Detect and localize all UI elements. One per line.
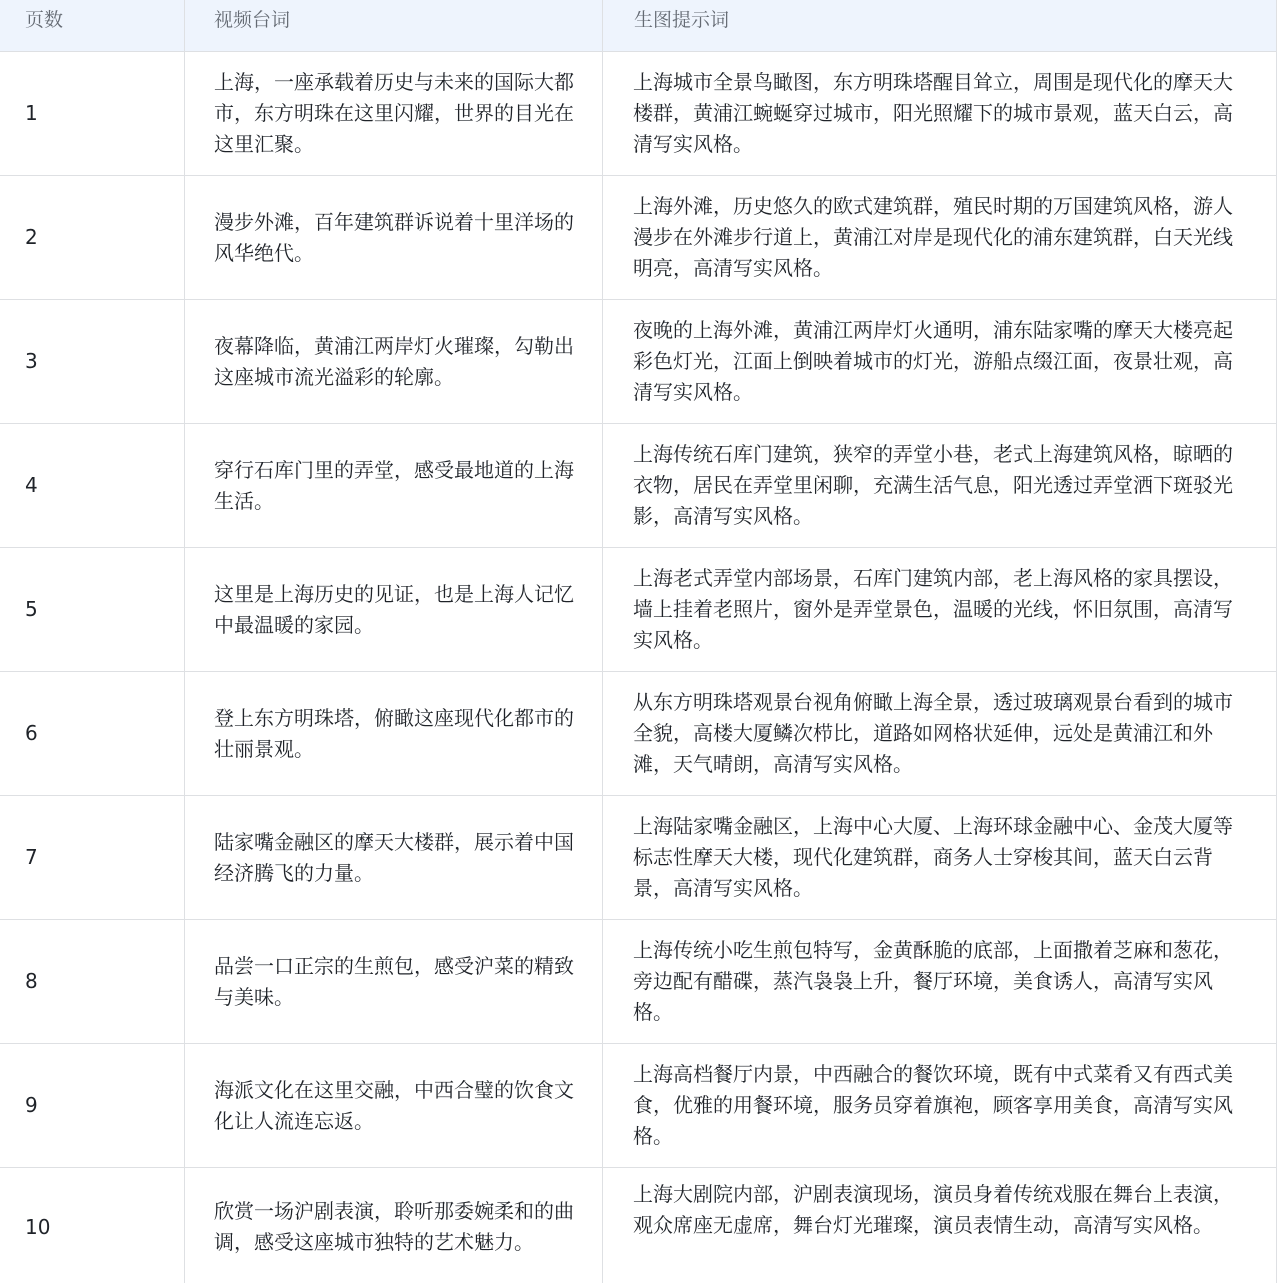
header-page[interactable]: 页数	[25, 9, 64, 31]
page-number-cell[interactable]	[25, 176, 175, 299]
prompt-cell[interactable]	[633, 300, 1235, 423]
dialog-text: 漫步外滩，百年建筑群诉说着十里洋场的风华绝代。	[214, 209, 574, 265]
dialog-text: 登上东方明珠塔，俯瞰这座现代化都市的壮丽景观。	[214, 705, 574, 761]
column-divider	[602, 424, 603, 547]
prompt-cell[interactable]	[633, 920, 1235, 1043]
prompt-cell[interactable]	[633, 52, 1235, 175]
prompt-text: 从东方明珠塔观景台视角俯瞰上海全景，透过玻璃观景台看到的城市全貌，高楼大厦鳞次栉比，道路如网格状延伸，远处是黄浦江和外滩，天气晴朗，高清写实风格。	[633, 690, 1233, 776]
dialog-cell[interactable]	[214, 548, 574, 671]
prompt-text: 上海老式弄堂内部场景，石库门建筑内部，老上海风格的家具摆设，墙上挂着老照片，窗外是弄堂景色，温暖的光线，怀旧氛围，高清写实风格。	[633, 566, 1233, 652]
column-divider	[184, 52, 185, 175]
table-row[interactable]	[0, 1044, 1276, 1168]
column-divider	[602, 176, 603, 299]
dialog-text: 欣赏一场沪剧表演，聆听那委婉柔和的曲调，感受这座城市独特的艺术魅力。	[214, 1199, 574, 1254]
dialog-text: 上海，一座承载着历史与未来的国际大都市，东方明珠在这里闪耀，世界的目光在这里汇聚。	[214, 70, 574, 156]
page-number: 7	[25, 845, 38, 869]
column-divider	[184, 920, 185, 1043]
dialog-cell[interactable]	[214, 424, 574, 547]
column-divider	[184, 424, 185, 547]
header-prompt[interactable]: 生图提示词	[634, 9, 730, 31]
page-number: 9	[25, 1093, 38, 1117]
dialog-text: 这里是上海历史的见证，也是上海人记忆中最温暖的家园。	[214, 581, 574, 637]
dialog-text: 品尝一口正宗的生煎包，感受沪菜的精致与美味。	[214, 953, 574, 1009]
page-number-cell[interactable]	[25, 548, 175, 671]
prompt-text: 上海大剧院内部，沪剧表演现场，演员身着传统戏服在舞台上表演，观众席座无虚席，舞台灯光璀璨，演员表情生动，高清写实风格。	[633, 1182, 1233, 1237]
column-divider	[184, 548, 185, 671]
page-number: 4	[25, 473, 38, 497]
table-row[interactable]	[0, 1168, 1276, 1283]
table-row[interactable]	[0, 548, 1276, 672]
column-divider	[602, 920, 603, 1043]
dialog-text: 夜幕降临，黄浦江两岸灯火璀璨，勾勒出这座城市流光溢彩的轮廓。	[214, 333, 574, 389]
page-number-cell[interactable]	[25, 796, 175, 919]
page-number-cell[interactable]	[25, 1044, 175, 1167]
page-number: 10	[25, 1214, 51, 1239]
page-number: 5	[25, 597, 38, 621]
header-dialog[interactable]: 视频台词	[214, 9, 291, 31]
dialog-cell[interactable]	[214, 920, 574, 1043]
table-header	[0, 0, 1276, 52]
table-row[interactable]	[0, 672, 1276, 796]
page-number: 2	[25, 225, 38, 249]
page-number-cell[interactable]	[25, 1168, 175, 1286]
dialog-cell[interactable]	[214, 1168, 574, 1286]
dialog-text: 穿行石库门里的弄堂，感受最地道的上海生活。	[214, 457, 574, 513]
prompt-cell[interactable]	[633, 1168, 1235, 1286]
column-divider	[184, 1044, 185, 1167]
prompt-text: 上海高档餐厅内景，中西融合的餐饮环境，既有中式菜肴又有西式美食，优雅的用餐环境，服务员穿着旗袍，顾客享用美食，高清写实风格。	[633, 1062, 1233, 1148]
column-divider	[602, 300, 603, 423]
prompt-cell[interactable]	[633, 1044, 1235, 1167]
page-number: 3	[25, 349, 38, 373]
column-divider	[602, 52, 603, 175]
prompt-text: 上海城市全景鸟瞰图，东方明珠塔醒目耸立，周围是现代化的摩天大楼群，黄浦江蜿蜒穿过城市，阳光照耀下的城市景观，蓝天白云，高清写实风格。	[633, 70, 1233, 156]
dialog-cell[interactable]	[214, 1044, 574, 1167]
dialog-text: 海派文化在这里交融，中西合璧的饮食文化让人流连忘返。	[214, 1077, 574, 1133]
column-divider	[602, 1168, 603, 1283]
prompt-cell[interactable]	[633, 548, 1235, 671]
page-number: 8	[25, 969, 38, 993]
dialog-cell[interactable]	[214, 52, 574, 175]
column-divider	[602, 1044, 603, 1167]
page-number-cell[interactable]	[25, 52, 175, 175]
column-divider	[184, 176, 185, 299]
table-row[interactable]	[0, 424, 1276, 548]
column-divider	[184, 300, 185, 423]
prompt-text: 上海陆家嘴金融区，上海中心大厦、上海环球金融中心、金茂大厦等标志性摩天大楼，现代化建筑群，商务人士穿梭其间，蓝天白云背景，高清写实风格。	[633, 814, 1233, 900]
prompt-text: 上海传统小吃生煎包特写，金黄酥脆的底部，上面撒着芝麻和葱花，旁边配有醋碟，蒸汽袅袅上升，餐厅环境，美食诱人，高清写实风格。	[633, 938, 1233, 1024]
column-divider	[184, 796, 185, 919]
prompt-cell[interactable]	[633, 176, 1235, 299]
page-number-cell[interactable]	[25, 300, 175, 423]
column-divider	[602, 796, 603, 919]
page-number: 1	[25, 101, 38, 125]
page-number: 6	[25, 721, 38, 745]
page-number-cell[interactable]	[25, 672, 175, 795]
table-row[interactable]	[0, 796, 1276, 920]
table-row[interactable]	[0, 52, 1276, 176]
prompt-text: 上海外滩，历史悠久的欧式建筑群，殖民时期的万国建筑风格，游人漫步在外滩步行道上，黄浦江对岸是现代化的浦东建筑群，白天光线明亮，高清写实风格。	[633, 194, 1233, 280]
prompt-cell[interactable]	[633, 796, 1235, 919]
column-divider	[184, 1168, 185, 1283]
table-row[interactable]	[0, 920, 1276, 1044]
column-divider	[184, 672, 185, 795]
prompt-cell[interactable]	[633, 672, 1235, 795]
table-row[interactable]	[0, 300, 1276, 424]
table-row[interactable]	[0, 176, 1276, 300]
dialog-cell[interactable]	[214, 672, 574, 795]
dialog-text: 陆家嘴金融区的摩天大楼群，展示着中国经济腾飞的力量。	[214, 829, 574, 885]
dialog-cell[interactable]	[214, 176, 574, 299]
column-divider	[602, 672, 603, 795]
page-number-cell[interactable]	[25, 424, 175, 547]
prompt-cell[interactable]	[633, 424, 1235, 547]
column-divider	[602, 0, 603, 51]
dialog-cell[interactable]	[214, 796, 574, 919]
dialog-cell[interactable]	[214, 300, 574, 423]
column-divider	[602, 548, 603, 671]
column-divider	[184, 0, 185, 51]
page-number-cell[interactable]	[25, 920, 175, 1043]
prompt-text: 夜晚的上海外滩，黄浦江两岸灯火通明，浦东陆家嘴的摩天大楼亮起彩色灯光，江面上倒映着城市的灯光，游船点缀江面，夜景壮观，高清写实风格。	[633, 318, 1233, 404]
prompt-text: 上海传统石库门建筑，狭窄的弄堂小巷，老式上海建筑风格，晾晒的衣物，居民在弄堂里闲聊，充满生活气息，阳光透过弄堂洒下斑驳光影，高清写实风格。	[633, 442, 1233, 528]
